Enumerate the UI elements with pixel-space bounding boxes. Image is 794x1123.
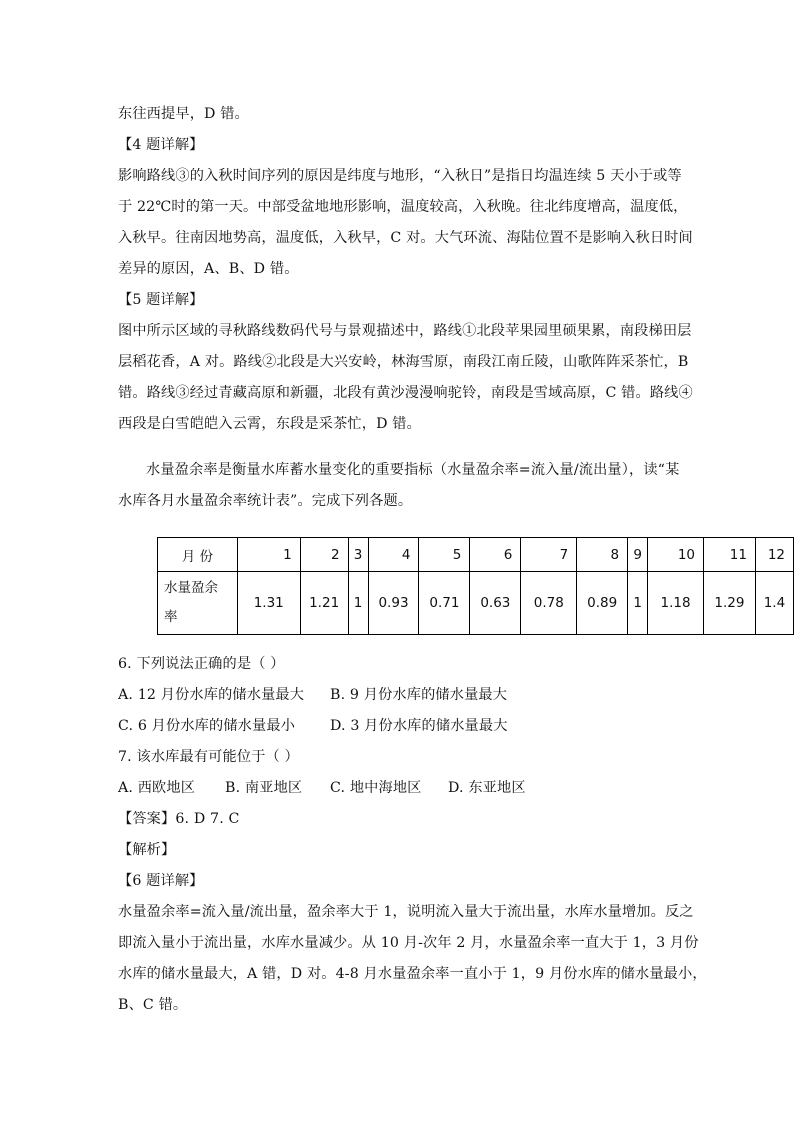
water-surplus-table xyxy=(157,537,794,635)
table-month-cell: 3 xyxy=(348,538,368,572)
question-6: 6. 下列说法正确的是（ ） xyxy=(118,656,285,672)
table-month-cell: 4 xyxy=(368,538,419,572)
table-month-cell: 7 xyxy=(521,538,577,572)
intro-line-1: 水量盈余率是衡量水库蓄水量变化的重要指标（水量盈余率=流入量/流出量），读“某 xyxy=(146,462,680,478)
table-value-cell: 0.93 xyxy=(368,572,419,635)
q5-detail-line-1: 图中所示区域的寻秋路线数码代号与景观描述中，路线①北段苹果园里硕果累，南段梯田层 xyxy=(118,323,692,339)
q6-detail-line-2: 即流入量小于流出量，水库水量减少。从 10 月-次年 2 月，水量盈余率一直大于 1，3 月份 xyxy=(118,935,699,951)
heading-q4-detail: 【4 题详解】 xyxy=(118,137,204,153)
table-header-month: 月 份 xyxy=(158,538,238,572)
table-month-cell: 8 xyxy=(577,538,628,572)
table-value-cell: 1.29 xyxy=(704,572,756,635)
table-month-cell: 9 xyxy=(628,538,648,572)
q6-detail-line-4: B、C 错。 xyxy=(118,997,188,1013)
table-month-cell: 2 xyxy=(300,538,348,572)
q6-detail-line-3: 水库的储水量最大，A 错，D 对。4-8 月水量盈余率一直小于 1，9 月份水库的储水量最小， xyxy=(118,966,707,982)
q5-detail-line-4: 西段是白雪皑皑入云霄，东段是采茶忙，D 错。 xyxy=(118,416,421,432)
q7-option-b: B. 南亚地区 xyxy=(225,780,303,796)
row-label-line-1: 水量盈余 xyxy=(164,580,218,596)
q7-option-d: D. 东亚地区 xyxy=(448,780,526,796)
q4-detail-line-1: 影响路线③的入秋时间序列的原因是纬度与地形，“入秋日”是指日均温连续 5 天小于或等 xyxy=(118,168,682,184)
table-month-cell: 5 xyxy=(419,538,470,572)
intro-line-2: 水库各月水量盈余率统计表”。完成下列各题。 xyxy=(118,493,413,509)
table-month-cell: 10 xyxy=(648,538,704,572)
answer-line: 【答案】6. D 7. C xyxy=(118,811,240,827)
table-month-cell: 1 xyxy=(237,538,300,572)
table-value-cell: 0.71 xyxy=(419,572,470,635)
question-7: 7. 该水库最有可能位于（ ） xyxy=(118,749,299,765)
table-row-values xyxy=(158,572,794,635)
line-prev-conclusion: 东往西提早，D 错。 xyxy=(118,106,249,122)
table-value-cell: 0.78 xyxy=(521,572,577,635)
table-value-cell: 1 xyxy=(628,572,648,635)
table-value-cell: 1.31 xyxy=(237,572,300,635)
heading-q5-detail: 【5 题详解】 xyxy=(118,292,204,308)
q6-option-d: D. 3 月份水库的储水量最大 xyxy=(330,718,508,734)
table-month-cell: 11 xyxy=(704,538,756,572)
table-month-cell: 6 xyxy=(470,538,521,572)
table-value-cell: 1.18 xyxy=(648,572,704,635)
q4-detail-line-4: 差异的原因，A、B、D 错。 xyxy=(118,261,299,277)
q6-detail-line-1: 水量盈余率=流入量/流出量，盈余率大于 1，说明流入量大于流出量，水库水量增加。反之 xyxy=(118,904,694,920)
table-row-label xyxy=(158,572,238,635)
heading-q6-detail: 【6 题详解】 xyxy=(118,873,204,889)
table-value-cell: 0.89 xyxy=(577,572,628,635)
q4-detail-line-2: 于 22℃时的第一天。中部受盆地地形影响，温度较高，入秋晚。往北纬度增高，温度低， xyxy=(118,199,688,215)
table-row-months xyxy=(158,538,794,572)
q5-detail-line-2: 层稻花香，A 对。路线②北段是大兴安岭，林海雪原，南段江南丘陵，山歌阵阵采茶忙，B xyxy=(118,354,689,370)
analysis-heading: 【解析】 xyxy=(118,842,176,858)
q7-option-a: A. 西欧地区 xyxy=(118,780,196,796)
table-value-cell: 1 xyxy=(348,572,368,635)
table-value-cell: 1.21 xyxy=(300,572,348,635)
q4-detail-line-3: 入秋早。往南因地势高，温度低，入秋早，C 对。大气环流、海陆位置不是影响入秋日时间 xyxy=(118,230,693,246)
table-value-cell: 1.4 xyxy=(755,572,793,635)
row-label-line-2: 率 xyxy=(164,609,178,625)
q7-option-c: C. 地中海地区 xyxy=(330,780,422,796)
q6-option-a: A. 12 月份水库的储水量最大 xyxy=(118,687,305,703)
table-value-cell: 0.63 xyxy=(470,572,521,635)
q5-detail-line-3: 错。路线③经过青藏高原和新疆，北段有黄沙漫漫响驼铃，南段是雪域高原，C 错。路线④ xyxy=(118,385,693,401)
q6-option-b: B. 9 月份水库的储水量最大 xyxy=(330,687,508,703)
q6-option-c: C. 6 月份水库的储水量最小 xyxy=(118,718,296,734)
table-month-cell: 12 xyxy=(755,538,793,572)
